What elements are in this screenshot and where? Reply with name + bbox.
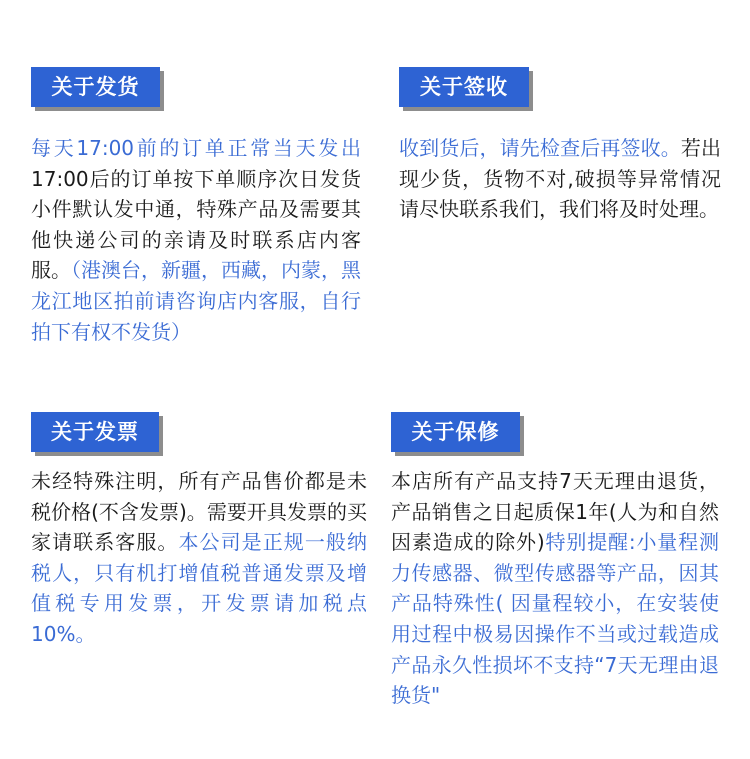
invoice-title-badge: 关于发票 — [31, 412, 159, 452]
warranty-special-reminder: 特别提醒:小量程测力传感器、微型传感器等产品，因其产品特殊性( 因量程较小，在安装使用过程中极易因操作不当或过载造成产品永久性损坏不支持“7天无理由退换货" — [391, 530, 719, 708]
invoice-price-note: 未经特殊注明，所有产品售价都是未税价格(不含发票)。需要开具发票的买家请联系客服。 — [31, 469, 367, 555]
invoice-text — [31, 466, 367, 650]
invoice-tax-note: 本公司是正规一般纳税人，只有机打增值税普通发票及增值税专用发票，开发票请加税点10%。 — [31, 530, 368, 646]
shipping-region-note: （港澳台，新疆，西藏，内蒙，黑龙江地区拍前请咨询店内客服，自行拍下有权不发货） — [31, 258, 361, 344]
receipt-check-note: 收到货后，请先检查后再签收。 — [399, 136, 681, 160]
shipping-title-badge: 关于发货 — [31, 67, 160, 107]
shipping-order-rules: 17:00后的订单按下单顺序次日发货小件默认发中通，特殊产品及需要其他快递公司的亲请及时联系店内客服。 — [31, 166, 361, 283]
receipt-issue-note: 若出现少货，货物不对,破损等异常情况请尽快联系我们，我们将及时处理。 — [399, 136, 722, 222]
warranty-title-badge: 关于保修 — [391, 412, 520, 452]
warranty-policy-note: 本店所有产品支持7天无理由退货，产品销售之日起质保1年(人为和自然因素造成的除外) — [391, 469, 719, 555]
receipt-text — [399, 133, 721, 225]
receipt-title-badge: 关于签收 — [399, 67, 529, 107]
shipping-text — [31, 133, 361, 347]
warranty-text — [391, 466, 719, 711]
shipping-same-day-note: 每天17:00前的订单正常当天发出 — [31, 136, 361, 160]
